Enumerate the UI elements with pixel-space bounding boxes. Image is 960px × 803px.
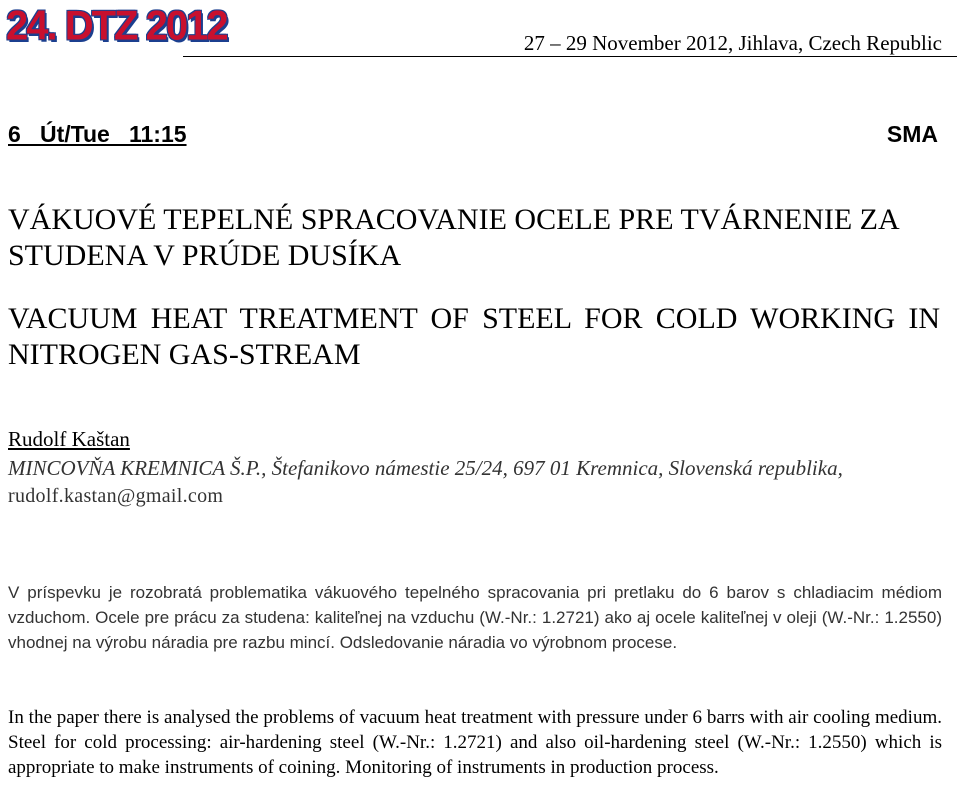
header-divider [183,56,957,57]
title-english: VACUUM HEAT TREATMENT OF STEEL FOR COLD WORKING IN NITROGEN GAS-STREAM [8,302,940,371]
author-email[interactable]: rudolf.kastan@gmail.com [8,485,224,507]
conference-logo: 24. DTZ 2012 [6,2,227,50]
conference-info: 27 – 29 November 2012, Jihlava, Czech Republic [523,31,942,55]
session-label: 6 Út/Tue 11:15 [8,121,187,147]
author-affiliation: MINCOVŇA KREMNICA Š.P., Štefanikovo námestie 25/24, 697 01 Kremnica, Slovenská republika, [8,456,843,480]
abstract-slovak: V príspevku je rozobratá problematika vákuového tepelného spracovania pri pretlaku do 6 barov s chladiacim médiom vzduchom. Ocele pre prácu za studena: kaliteľnej na vzduchu (W.-Nr.: 1.2721) ako aj ocele kaliteľnej v oleji (W.-Nr.: 1.2550) vhodnej na výrobu náradia pre razbu mincí. Odsledovanie náradia vo výrobnom procese. [8,583,942,652]
session-line [8,118,938,150]
abstract-english: In the paper there is analysed the problems of vacuum heat treatment with pressure under 6 barrs with air cooling medium. Steel for cold processing: air-hardening steel (W.-Nr.: 1.2721) and also oil-hardening steel (W.-Nr.: 1.2550) which is appropriate to make instruments of coining. Monitoring of instruments in production process. [8,707,942,778]
page-header [0,0,960,60]
author-name: Rudolf Kaštan [8,427,130,451]
session-code: SMA [886,121,938,147]
title-slovak: VÁKUOVÉ TEPELNÉ SPRACOVANIE OCELE PRE TVÁRNENIE ZA STUDENA V PRÚDE DUSÍKA [8,203,899,272]
